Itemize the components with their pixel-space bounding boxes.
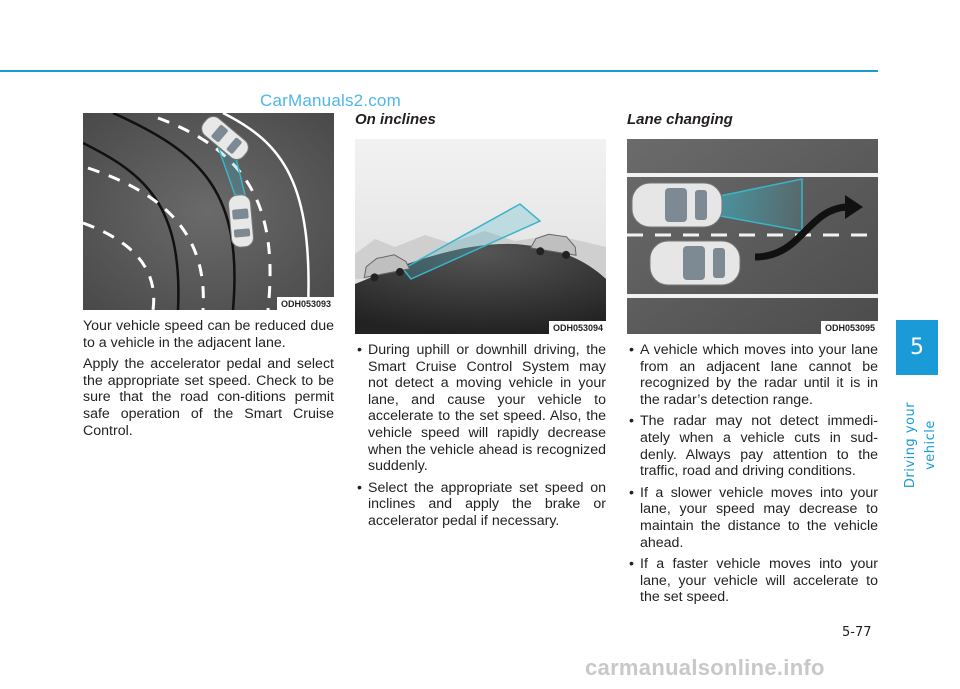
column-1 xyxy=(83,113,334,444)
section-heading: On inclines xyxy=(355,111,436,128)
lane-change-illustration xyxy=(627,139,878,334)
bullet-glyph: • xyxy=(629,413,634,430)
figure-code: ODH053094 xyxy=(549,321,606,334)
curve-road-illustration xyxy=(83,113,334,310)
section-heading: Lane changing xyxy=(627,111,733,128)
list-item-text: If a faster vehicle moves into your lane, your vehicle will accelerate to the set speed. xyxy=(640,556,878,606)
column-2 xyxy=(355,111,606,535)
figure-code: ODH053095 xyxy=(821,321,878,334)
bullet-glyph: • xyxy=(629,484,634,501)
list-item xyxy=(355,480,606,530)
bullet-glyph: • xyxy=(357,342,362,358)
watermark-top: CarManuals2.com xyxy=(260,91,401,110)
figure-curve-road xyxy=(83,113,334,310)
list-item-text: The radar may not detect immedi-ately when a vehicle cuts in sud-denly. Always pay attention to the traffic, road and driving conditions. xyxy=(640,413,878,480)
list-item xyxy=(627,342,878,408)
bullet-list xyxy=(355,342,606,530)
paragraph: Your vehicle speed can be reduced due to a vehicle in the adjacent lane. xyxy=(83,318,334,351)
chapter-label-container xyxy=(896,385,938,505)
figure-incline xyxy=(355,139,606,334)
list-item-text: Select the appropriate set speed on inclines and apply the brake or accelerator pedal if necessary. xyxy=(368,479,606,529)
list-item xyxy=(627,485,878,551)
watermark-bottom: carmanualsonline.info xyxy=(585,655,825,680)
bullet-list xyxy=(627,342,878,606)
list-item-text: During uphill or downhill driving, the Smart Cruise Control System may not detect a moving vehicle in your lane, and cause your vehicle to accelerate to the set speed. Also, the vehicle speed will rapidly decrease when the vehicle ahead is recognized suddenly. xyxy=(368,342,606,475)
bullet-glyph: • xyxy=(357,479,362,496)
page-number: 5-77 xyxy=(842,625,872,640)
top-rule xyxy=(0,70,878,72)
incline-illustration xyxy=(355,139,606,334)
paragraph: Apply the accelerator pedal and select the appropriate set speed. Check to be sure that the road con-ditions permit safe operation of the Smart Cruise Control. xyxy=(83,356,334,439)
chapter-label: Driving your vehicle xyxy=(903,401,938,489)
list-item xyxy=(627,556,878,606)
chapter-tab: 5 xyxy=(896,320,938,375)
list-item-text: A vehicle which moves into your lane from an adjacent lane cannot be recognized by the radar until it is in the radar’s detection range. xyxy=(640,342,878,408)
list-item xyxy=(627,413,878,479)
figure-lane-change xyxy=(627,139,878,334)
column-3 xyxy=(627,111,878,611)
list-item xyxy=(355,342,606,475)
bullet-glyph: • xyxy=(629,556,634,573)
list-item-text: If a slower vehicle moves into your lane, your speed may decrease to maintain the distance to the vehicle ahead. xyxy=(640,484,878,551)
bullet-glyph: • xyxy=(629,342,634,358)
figure-code: ODH053093 xyxy=(277,297,334,310)
